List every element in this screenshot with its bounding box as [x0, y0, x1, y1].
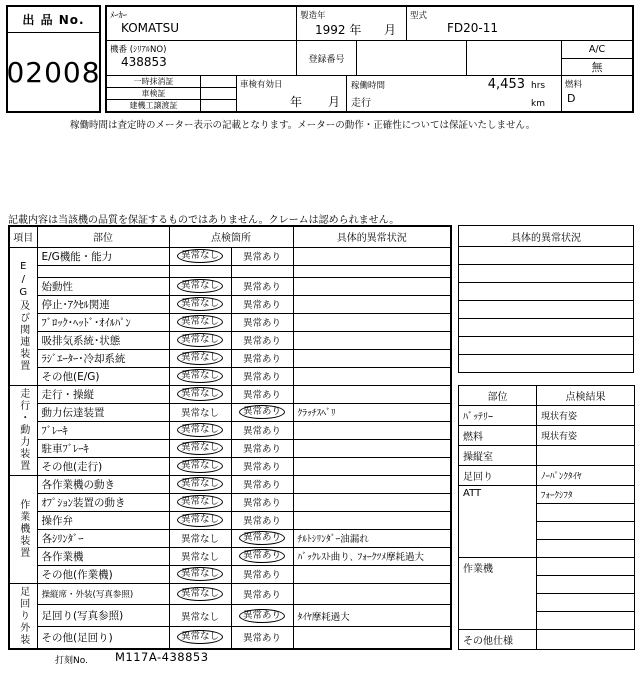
detail-cell [293, 511, 451, 529]
detail-cell: ﾊﾞｯｸﾚｽﾄ曲り､ ﾌｫｰｸﾂﾒ摩耗過大 [293, 547, 451, 565]
part-cell: 動力伝達装置 [37, 403, 169, 421]
detail-cell: ｸﾗｯﾁｽﾍﾞﾘ [293, 403, 451, 421]
hours-unit: hrs [531, 81, 546, 91]
ok-circle-mark: 異常なし [177, 333, 223, 347]
part-cell: 操縦席・外装(写真参照) [37, 583, 169, 605]
detail-cell: ﾀｲﾔ摩耗過大 [293, 605, 451, 627]
ng-text: 異常あり [242, 336, 281, 347]
ng-cell [231, 403, 293, 421]
maker-value: KOMATSU [121, 21, 180, 35]
ok-circle-mark: 異常なし [177, 351, 223, 365]
ok-cell [169, 421, 231, 439]
ok-cell [169, 475, 231, 493]
part-cell: 各作業機の動き [37, 475, 169, 493]
inspection-row [9, 349, 451, 367]
result-header-part: 部位 [459, 386, 537, 406]
abnormal-row [459, 319, 634, 337]
document-label-1: 一時抹消証 [107, 76, 201, 87]
part-cell: 吸排気系統･状態 [37, 331, 169, 349]
ng-text: 異常あり [242, 516, 281, 527]
fuel-cell [562, 76, 632, 111]
abnormal-cell [459, 283, 634, 301]
detail-cell [293, 265, 451, 277]
abnormal-row [459, 283, 634, 301]
document-check-1 [201, 76, 236, 87]
ok-circle-mark: 異常なし [177, 249, 223, 263]
ng-text: 異常あり [242, 372, 281, 383]
abnormal-header: 具体的異常状況 [459, 226, 634, 247]
detail-cell [293, 583, 451, 605]
ng-text: 異常あり [242, 318, 281, 329]
ok-cell [169, 403, 231, 421]
ok-cell [169, 457, 231, 475]
ok-circle-mark: 異常なし [177, 630, 223, 644]
inspection-row [9, 565, 451, 583]
fuel-label: 燃料 [565, 80, 583, 90]
model-cell [407, 7, 632, 40]
part-cell: 各ｼﾘﾝﾀﾞｰ [37, 529, 169, 547]
ng-text: 異常あり [242, 282, 281, 293]
ok-cell [169, 439, 231, 457]
result-value-cell [537, 558, 635, 576]
ok-cell [169, 349, 231, 367]
inspection-row [9, 367, 451, 385]
ng-cell [231, 295, 293, 313]
result-value-cell: 現状有姿 [537, 406, 635, 426]
result-value-cell [537, 446, 635, 466]
document-check-3 [201, 100, 236, 111]
quality-disclaimer: 記載内容は当該機の品質を保証するものではありません。クレームは認められません。 [8, 215, 400, 226]
ac-label: A/C [562, 41, 632, 59]
result-part-cell: ATT [459, 486, 537, 558]
document-label-3: 建機工譲渡証 [107, 100, 201, 111]
result-row [459, 446, 635, 466]
hours-label: 稼働時間 [351, 81, 386, 91]
serial-label: 機番 (ｼﾘｱﾙNO) [110, 45, 167, 55]
shaken-year-suffix: 年 [289, 95, 302, 109]
ng-cell [231, 605, 293, 627]
inspection-row [9, 439, 451, 457]
ok-text: 異常なし [180, 552, 219, 563]
inspection-header-row [9, 226, 451, 247]
document-label-2: 車検証 [107, 88, 201, 99]
ok-circle-mark: 異常なし [177, 369, 223, 383]
inspection-row [9, 403, 451, 421]
inspection-row [9, 529, 451, 547]
result-header-result: 点検結果 [537, 386, 635, 406]
inspection-row [9, 313, 451, 331]
result-part-cell: 足回り [459, 466, 537, 486]
stamp-number-label: 打刻No. [55, 656, 88, 666]
part-cell: 駐車ﾌﾞﾚｰｷ [37, 439, 169, 457]
part-cell: E/G機能・能力 [37, 247, 169, 265]
ok-cell [169, 295, 231, 313]
ng-cell [231, 385, 293, 403]
document-list [107, 76, 237, 111]
header-item: 項目 [9, 226, 37, 247]
detail-cell [293, 565, 451, 583]
ok-circle-mark: 異常なし [177, 495, 223, 509]
exhibit-number-box [6, 5, 101, 113]
result-row [459, 426, 635, 446]
document-row [107, 88, 236, 100]
ok-cell [169, 583, 231, 605]
inspection-row [9, 331, 451, 349]
result-row [459, 466, 635, 486]
ok-cell [169, 385, 231, 403]
serial-cell [107, 41, 297, 75]
abnormal-cell [459, 355, 634, 373]
result-value-cell [537, 540, 635, 558]
ok-text: 異常なし [180, 408, 219, 419]
result-part-cell: 操縦室 [459, 446, 537, 466]
inspection-row [9, 295, 451, 313]
ok-circle-mark: 異常なし [177, 297, 223, 311]
detail-cell [293, 349, 451, 367]
model-label: 型式 [410, 11, 428, 21]
ng-cell [231, 547, 293, 565]
result-value-cell [537, 504, 635, 522]
ok-cell [169, 511, 231, 529]
ng-cell [231, 331, 293, 349]
part-cell: その他(走行) [37, 457, 169, 475]
inspection-row [9, 385, 451, 403]
shaken-month-suffix: 月 [327, 95, 340, 109]
ok-cell [169, 367, 231, 385]
meter-disclaimer: 稼働時間は査定時のメーター表示の記載となります。メーターの動作・正確性については保証いたしません。 [70, 120, 536, 131]
inspection-row [9, 247, 451, 265]
ng-cell [231, 265, 293, 277]
ok-cell [169, 605, 231, 627]
detail-cell [293, 627, 451, 649]
ng-cell [231, 439, 293, 457]
inspection-row [9, 605, 451, 627]
abnormal-row [459, 337, 634, 355]
detail-cell: ﾁﾙﾄｼﾘﾝﾀﾞｰ油漏れ [293, 529, 451, 547]
ac-value: 無 [591, 61, 603, 74]
result-value-cell: ﾉｰﾊﾟﾝｸﾀｲﾔ [537, 466, 635, 486]
inspection-row [9, 627, 451, 649]
result-part-cell: 作業機 [459, 558, 537, 630]
hours-value: 4,453 [487, 77, 525, 92]
result-part-cell: ﾊﾞｯﾃﾘｰ [459, 406, 537, 426]
ng-text: 異常あり [242, 426, 281, 437]
mfg-month-suffix: 月 [383, 23, 396, 37]
exhibit-number-label: 出 品 No. [8, 7, 99, 33]
result-header-row [459, 386, 635, 406]
ng-cell [231, 313, 293, 331]
model-value: FD20-11 [447, 21, 499, 35]
detail-cell [293, 385, 451, 403]
part-cell: 停止･ｱｸｾﾙ関連 [37, 295, 169, 313]
abnormal-cell [459, 301, 634, 319]
group-label: E/G及び関連装置 [9, 247, 37, 385]
ng-circle-mark: 異常あり [239, 609, 285, 623]
part-cell: 各作業機 [37, 547, 169, 565]
ok-cell [169, 265, 231, 277]
inspection-row [9, 265, 451, 277]
ng-cell [231, 529, 293, 547]
ok-circle-mark: 異常なし [177, 423, 223, 437]
shaken-label: 車検有効日 [240, 80, 283, 90]
detail-cell [293, 457, 451, 475]
result-value-cell [537, 576, 635, 594]
ng-text: 異常あり [242, 589, 281, 601]
ng-cell [231, 457, 293, 475]
ok-cell [169, 493, 231, 511]
ok-circle-mark: 異常なし [177, 477, 223, 491]
detail-cell [293, 421, 451, 439]
header-detail: 具体的異常状況 [293, 226, 451, 247]
detail-cell [293, 247, 451, 265]
part-cell: その他(作業機) [37, 565, 169, 583]
result-value-cell [537, 630, 635, 650]
abnormal-cell [459, 265, 634, 283]
ok-circle-mark: 異常なし [177, 279, 223, 293]
inspection-table [8, 225, 452, 650]
result-value-cell [537, 522, 635, 540]
part-cell: その他(E/G) [37, 367, 169, 385]
ok-cell [169, 529, 231, 547]
ng-text: 異常あり [242, 480, 281, 491]
group-label: 足回り外装 [9, 583, 37, 649]
ng-cell [231, 349, 293, 367]
ng-circle-mark: 異常あり [239, 405, 285, 419]
inspection-row [9, 475, 451, 493]
ok-circle-mark: 異常なし [177, 513, 223, 527]
part-cell: 操作弁 [37, 511, 169, 529]
ok-circle-mark: 異常なし [177, 567, 223, 581]
document-row [107, 76, 236, 88]
result-row [459, 406, 635, 426]
detail-cell [293, 331, 451, 349]
inspection-row [9, 547, 451, 565]
ok-cell [169, 313, 231, 331]
ok-text: 異常なし [180, 534, 219, 545]
detail-cell [293, 277, 451, 295]
ac-cell [562, 41, 632, 75]
part-cell: ﾌﾞﾛｯｸ･ﾍｯﾄﾞ･ｵｲﾙﾊﾟﾝ [37, 313, 169, 331]
header-part: 部位 [37, 226, 169, 247]
part-cell: ﾗｼﾞｴｰﾀｰ･冷却系統 [37, 349, 169, 367]
part-cell: 始動性 [37, 277, 169, 295]
part-cell: その他(足回り) [37, 627, 169, 649]
inspection-row [9, 421, 451, 439]
abnormal-detail-box [458, 225, 634, 373]
ng-text: 異常あり [242, 633, 281, 645]
exhibit-number-value: 02008 [6, 55, 101, 89]
ng-text: 異常あり [242, 498, 281, 509]
part-cell [37, 265, 169, 277]
ng-text: 異常あり [242, 300, 281, 311]
ng-cell [231, 583, 293, 605]
ok-circle-mark: 異常なし [177, 459, 223, 473]
result-row [459, 630, 635, 650]
inspection-row [9, 511, 451, 529]
ng-cell [231, 277, 293, 295]
registration-blank-2 [467, 41, 562, 75]
result-part-cell: 燃料 [459, 426, 537, 446]
maker-label: ﾒｰｶｰ [110, 11, 128, 21]
result-value-cell: ﾌｫｰｸｼﾌﾀ [537, 486, 635, 504]
ng-cell [231, 421, 293, 439]
detail-cell [293, 493, 451, 511]
part-cell: ﾌﾞﾚｰｷ [37, 421, 169, 439]
mfg-year-value: 1992 年 [315, 23, 362, 37]
ng-circle-mark: 異常あり [239, 531, 285, 545]
result-row [459, 558, 635, 576]
serial-value: 438853 [121, 55, 167, 69]
ok-circle-mark: 異常なし [177, 441, 223, 455]
abnormal-cell [459, 319, 634, 337]
stamp-number-value: M117A-438853 [115, 650, 209, 664]
result-part-cell: その他仕様 [459, 630, 537, 650]
ng-text: 異常あり [242, 444, 281, 455]
abnormal-row [459, 301, 634, 319]
result-value-cell [537, 612, 635, 630]
detail-cell [293, 475, 451, 493]
travel-unit: km [531, 99, 545, 109]
document-check-2 [201, 88, 236, 99]
abnormal-header-row [459, 226, 634, 247]
machine-header [105, 5, 634, 113]
ok-cell [169, 247, 231, 265]
fuel-value: D [567, 92, 576, 105]
inspection-row [9, 277, 451, 295]
result-table [458, 385, 635, 650]
ng-circle-mark: 異常あり [239, 549, 285, 563]
part-cell: 走行・操縦 [37, 385, 169, 403]
ng-cell [231, 247, 293, 265]
ok-circle-mark: 異常なし [177, 387, 223, 401]
part-cell: ｵﾌﾟｼｮﾝ装置の動き [37, 493, 169, 511]
group-label: 作業機装置 [9, 475, 37, 583]
ok-cell [169, 277, 231, 295]
header-check-point: 点検箇所 [169, 226, 293, 247]
detail-cell [293, 295, 451, 313]
inspection-row [9, 457, 451, 475]
abnormal-cell [459, 247, 634, 265]
ok-cell [169, 331, 231, 349]
maker-cell [107, 7, 297, 40]
group-label: 走行・動力装置 [9, 385, 37, 475]
ng-cell [231, 511, 293, 529]
result-value-cell: 現状有姿 [537, 426, 635, 446]
ng-text: 異常あり [242, 390, 281, 401]
abnormal-row [459, 355, 634, 373]
document-row [107, 100, 236, 111]
ng-cell [231, 565, 293, 583]
ng-cell [231, 627, 293, 649]
ok-cell [169, 565, 231, 583]
registration-label: 登録番号 [297, 41, 357, 75]
detail-cell [293, 313, 451, 331]
shaken-cell [237, 76, 347, 111]
part-cell: 足回り(写真参照) [37, 605, 169, 627]
abnormal-row [459, 265, 634, 283]
registration-blank-1 [357, 41, 467, 75]
ng-cell [231, 367, 293, 385]
abnormal-row [459, 247, 634, 265]
mfg-year-cell [297, 7, 407, 40]
inspection-row [9, 493, 451, 511]
ng-cell [231, 475, 293, 493]
result-value-cell [537, 594, 635, 612]
ng-text: 異常あり [242, 252, 281, 263]
hours-cell [347, 76, 562, 111]
mfg-year-label: 製造年 [300, 11, 326, 21]
abnormal-cell [459, 337, 634, 355]
detail-cell [293, 367, 451, 385]
ok-cell [169, 627, 231, 649]
ng-cell [231, 493, 293, 511]
ng-text: 異常あり [242, 354, 281, 365]
ok-circle-mark: 異常なし [177, 315, 223, 329]
ok-cell [169, 547, 231, 565]
ok-text: 異常なし [180, 611, 219, 623]
ok-circle-mark: 異常なし [177, 587, 223, 601]
result-row [459, 486, 635, 504]
inspection-row [9, 583, 451, 605]
travel-label: 走行 [351, 98, 371, 109]
detail-cell [293, 439, 451, 457]
ng-text: 異常あり [242, 462, 281, 473]
ng-text: 異常あり [242, 570, 281, 581]
